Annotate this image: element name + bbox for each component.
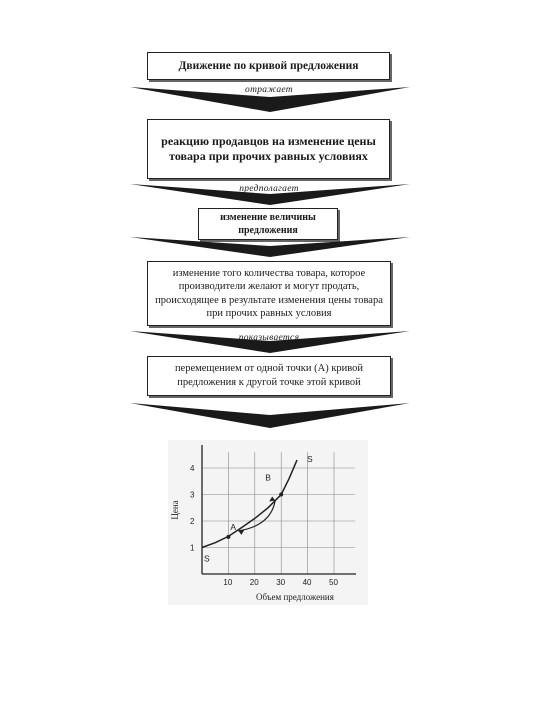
x-tick-label: 10: [223, 578, 233, 587]
x-tick-label: 40: [302, 578, 312, 587]
flow-box-movement-text: Движение по кривой предложения: [178, 60, 359, 72]
link-label-shown: показывается: [238, 333, 300, 343]
link-label-reflects: отражает: [245, 85, 293, 95]
x-axis-label: Объем предложения: [256, 592, 334, 602]
y-tick-label: 1: [190, 543, 195, 553]
curve-label-end: S: [307, 454, 313, 465]
point-label: A: [230, 521, 237, 532]
y-axis-label: Цена: [170, 500, 180, 520]
flow-box-definition-text: изменение того количества товара, которое производители желают и могут продать, происходящее в результате изменения цены товара при прочих равных условия: [155, 267, 383, 319]
flow-box-movement-point-text: перемещением от одной точки (А) кривой предложения к другой точке этой кривой: [174, 363, 364, 388]
chart-background: [168, 440, 368, 605]
y-tick-label: 2: [190, 517, 195, 526]
curve-label-start: S: [204, 553, 210, 564]
curve-point: [279, 493, 283, 497]
flow-box-reaction-text: реакцию продавцов на изменение цены товара при прочих равных условиях: [161, 134, 376, 163]
link-label-assumes: предполагает: [239, 184, 299, 194]
flow-box-quantity-change-text: изменение величины предложения: [220, 212, 316, 236]
curve-point: [226, 535, 230, 539]
point-label: B: [265, 472, 271, 483]
x-tick-label: 50: [329, 578, 338, 587]
x-tick-label: 20: [249, 578, 259, 587]
x-tick-label: 30: [276, 578, 286, 587]
y-tick-label: 4: [190, 464, 195, 473]
y-tick-label: 3: [190, 490, 195, 500]
